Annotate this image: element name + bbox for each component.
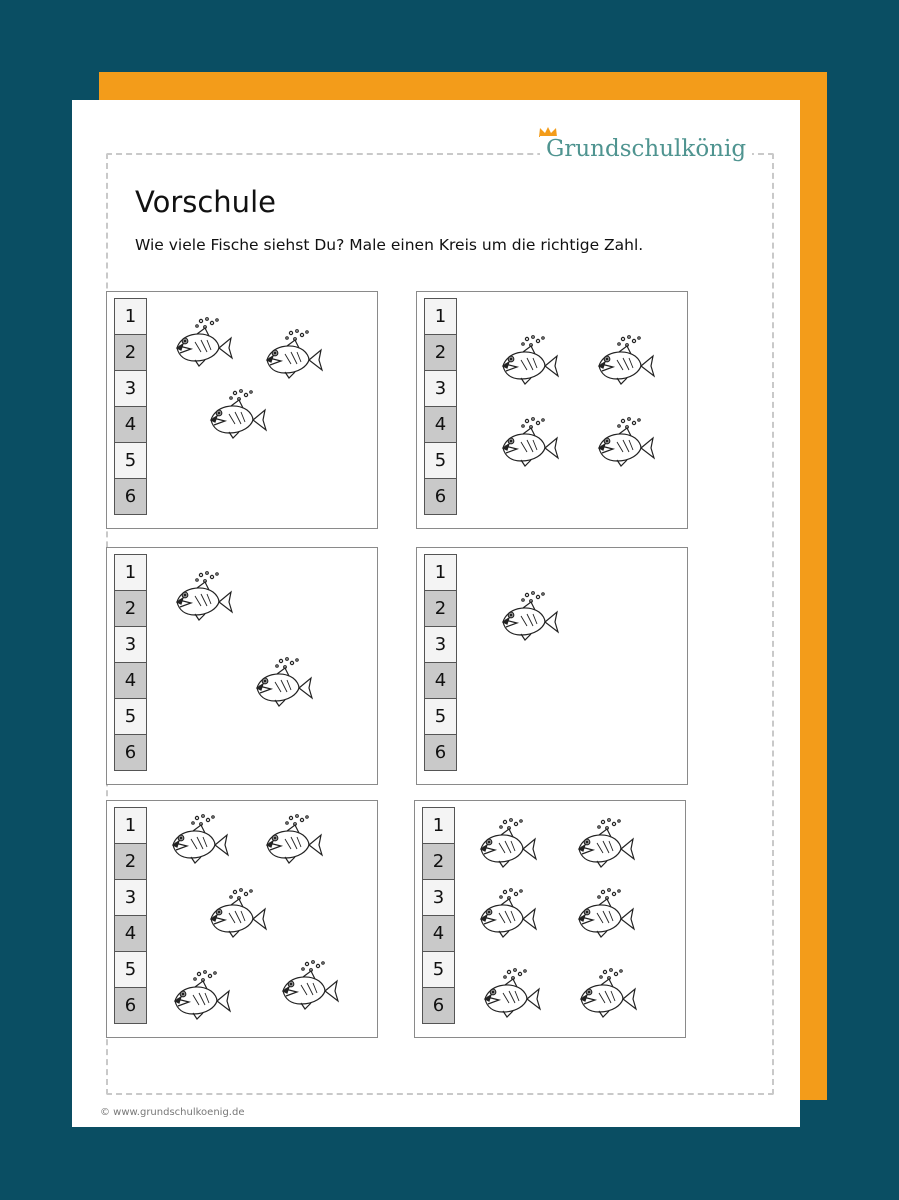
fish-icon: [277, 959, 339, 1011]
fish-icon: [261, 328, 323, 380]
fish-icon: [261, 813, 323, 865]
fish-icon: [171, 316, 233, 368]
fish-icon: [573, 887, 635, 939]
number-option-3[interactable]: 3: [424, 370, 457, 407]
fish-icon: [169, 969, 231, 1021]
number-option-2[interactable]: 2: [114, 843, 147, 880]
instruction-text: Wie viele Fische siehst Du? Male einen Kreis um die richtige Zahl.: [135, 236, 644, 254]
number-option-1[interactable]: 1: [422, 807, 455, 844]
exercise-box-b: [416, 291, 688, 529]
number-option-4[interactable]: 4: [424, 662, 457, 699]
fish-icon: [497, 590, 559, 642]
number-option-3[interactable]: 3: [422, 879, 455, 916]
number-option-2[interactable]: 2: [422, 843, 455, 880]
number-option-3[interactable]: 3: [424, 626, 457, 663]
fish-icon: [167, 813, 229, 865]
page-title: Vorschule: [135, 185, 276, 219]
number-option-5[interactable]: 5: [114, 442, 147, 479]
number-option-5[interactable]: 5: [424, 442, 457, 479]
fish-icon: [475, 817, 537, 869]
number-option-4[interactable]: 4: [424, 406, 457, 443]
fish-icon: [479, 967, 541, 1019]
number-column: [114, 298, 147, 514]
number-option-1[interactable]: 1: [114, 807, 147, 844]
exercise-box-c: [106, 547, 378, 785]
number-option-3[interactable]: 3: [114, 879, 147, 916]
exercise-box-e: [106, 800, 378, 1038]
number-option-6[interactable]: 6: [422, 987, 455, 1024]
fish-icon: [497, 334, 559, 386]
fish-icon: [475, 887, 537, 939]
number-option-2[interactable]: 2: [424, 334, 457, 371]
number-option-4[interactable]: 4: [114, 915, 147, 952]
number-option-2[interactable]: 2: [114, 590, 147, 627]
number-option-6[interactable]: 6: [424, 478, 457, 515]
number-option-5[interactable]: 5: [424, 698, 457, 735]
fish-icon: [575, 967, 637, 1019]
number-option-1[interactable]: 1: [114, 554, 147, 591]
number-option-6[interactable]: 6: [424, 734, 457, 771]
exercise-box-a: [106, 291, 378, 529]
number-option-5[interactable]: 5: [114, 951, 147, 988]
exercise-box-d: [416, 547, 688, 785]
number-option-4[interactable]: 4: [114, 662, 147, 699]
fish-icon: [251, 656, 313, 708]
number-column: [114, 554, 147, 770]
exercise-box-f: [414, 800, 686, 1038]
number-option-4[interactable]: 4: [114, 406, 147, 443]
number-option-3[interactable]: 3: [114, 626, 147, 663]
fish-icon: [171, 570, 233, 622]
number-option-2[interactable]: 2: [114, 334, 147, 371]
number-option-6[interactable]: 6: [114, 478, 147, 515]
number-option-6[interactable]: 6: [114, 987, 147, 1024]
number-option-5[interactable]: 5: [114, 698, 147, 735]
number-option-1[interactable]: 1: [424, 298, 457, 335]
number-option-4[interactable]: 4: [422, 915, 455, 952]
number-option-1[interactable]: 1: [114, 298, 147, 335]
fish-icon: [205, 887, 267, 939]
number-option-2[interactable]: 2: [424, 590, 457, 627]
number-column: [422, 807, 455, 1023]
fish-icon: [573, 817, 635, 869]
number-option-5[interactable]: 5: [422, 951, 455, 988]
number-option-1[interactable]: 1: [424, 554, 457, 591]
number-option-6[interactable]: 6: [114, 734, 147, 771]
fish-icon: [205, 388, 267, 440]
copyright-footer: © www.grundschulkoenig.de: [100, 1107, 250, 1118]
fish-icon: [497, 416, 559, 468]
fish-icon: [593, 416, 655, 468]
fish-icon: [593, 334, 655, 386]
brand-logo: Grundschulkönig: [540, 136, 752, 162]
number-option-3[interactable]: 3: [114, 370, 147, 407]
number-column: [114, 807, 147, 1023]
number-column: [424, 554, 457, 770]
number-column: [424, 298, 457, 514]
